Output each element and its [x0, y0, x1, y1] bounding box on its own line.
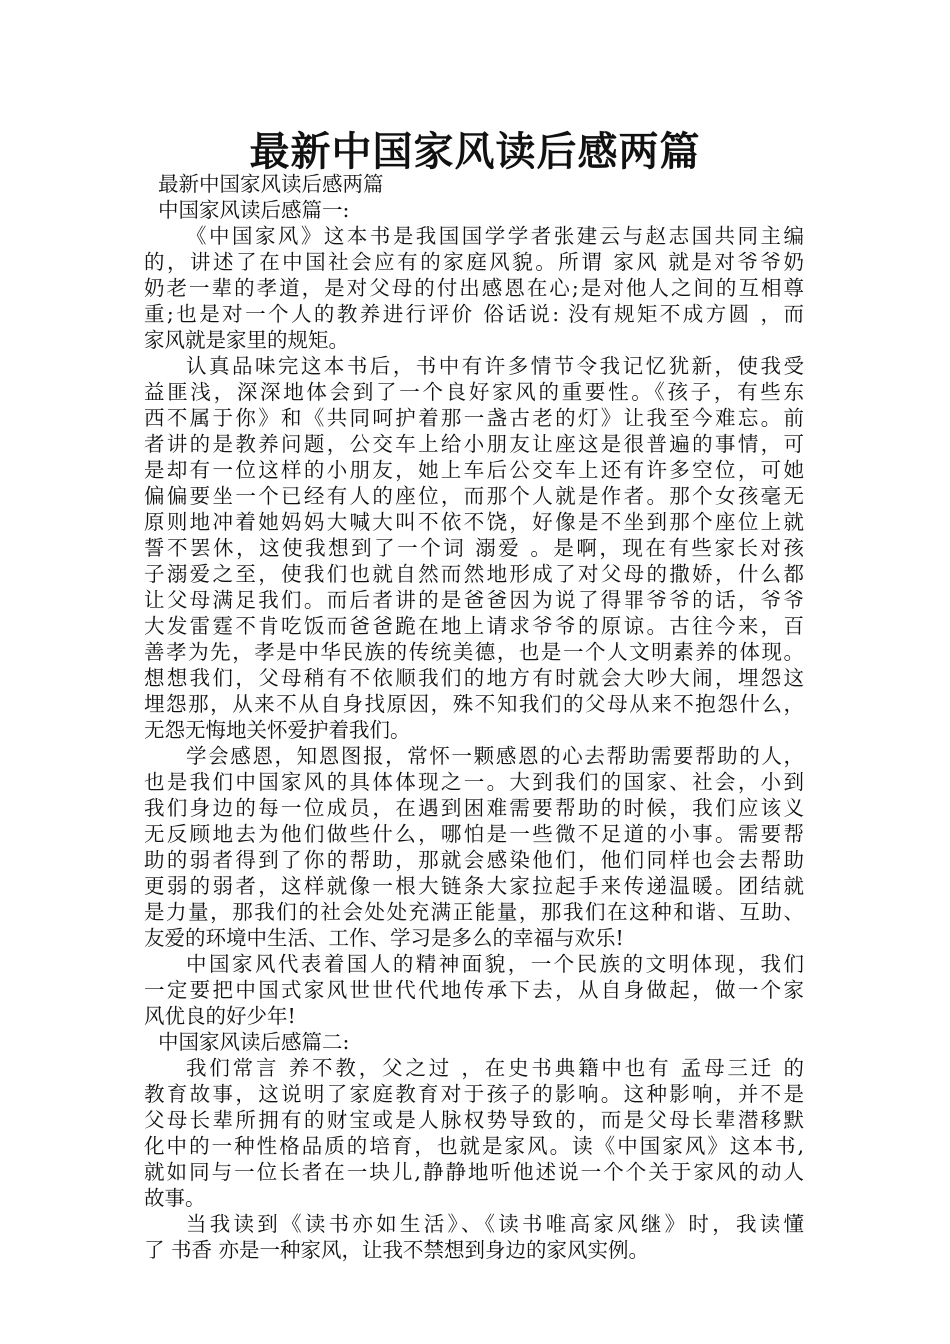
text-line: 了 书香 亦是一种家风，让我不禁想到身边的家风实例。 [144, 1238, 650, 1262]
text-line: 我们身边的每一位成员，在遇到困难需要帮助的时候，我们应该义 [144, 796, 804, 820]
text-line: 父母长辈所拥有的财宝或是人脉权势导致的，而是父母长辈潜移默 [144, 1108, 804, 1132]
document-title: 最新中国家风读后感两篇 [249, 129, 701, 175]
text-line: 中国家风代表着国人的精神面貌，一个民族的文明体现，我们 [186, 952, 804, 976]
text-line: 善孝为先，孝是中华民族的传统美德，也是一个人文明素养的体现。 [144, 640, 804, 664]
text-line: 誓不罢休，这使我想到了一个词 溺爱 。是啊，现在有些家长对孩 [144, 536, 804, 560]
text-line: 学会感恩，知恩图报，常怀一颗感恩的心去帮助需要帮助的人， [186, 744, 804, 768]
text-line: 是却有一位这样的小朋友，她上车后公交车上还有许多空位，可她 [144, 458, 804, 482]
text-line: 者讲的是教养问题，公交车上给小朋友让座这是很普遍的事情，可 [144, 432, 804, 456]
text-line: 家风就是家里的规矩。 [144, 328, 349, 352]
text-line: 认真品味完这本书后，书中有许多情节令我记忆犹新，使我受 [186, 354, 804, 378]
text-line: 一定要把中国式家风世世代代地传承下去，从自身做起，做一个家 [144, 978, 804, 1002]
text-line: 西不属于你》和《共同呵护着那一盏古老的灯》让我至今难忘。前 [144, 406, 804, 430]
text-line: 友爱的环境中生活、工作、学习是多么的幸福与欢乐! [144, 926, 624, 950]
text-line: 中国家风读后感篇一: [158, 198, 350, 222]
text-line: 助的弱者得到了你的帮助，那就会感染他们，他们同样也会去帮助 [144, 848, 804, 872]
text-line: 当我读到《读书亦如生活》、《读书唯高家风继》时，我读懂 [186, 1212, 804, 1236]
text-line: 中国家风读后感篇二: [158, 1030, 350, 1054]
text-line: 奶老一辈的孝道，是对父母的付出感恩在心;是对他人之间的互相尊 [144, 276, 804, 300]
document-body [144, 171, 804, 1263]
text-line: 重;也是对一个人的教养进行评价 俗话说: 没有规矩不成方圆 ，而 [144, 302, 804, 326]
text-line: 故事。 [144, 1186, 206, 1210]
text-line: 无怨无悔地关怀爱护着我们。 [144, 718, 411, 742]
text-line: 子溺爱之至，使我们也就自然而然地形成了对父母的撒娇，什么都 [144, 562, 804, 586]
text-line: 《中国家风》这本书是我国国学学者张建云与赵志国共同主编 [186, 224, 804, 248]
text-line: 教育故事，这说明了家庭教育对于孩子的影响。这种影响，并不是 [144, 1082, 804, 1106]
text-line: 最新中国家风读后感两篇 [158, 172, 384, 196]
text-line: 我们常言 养不教，父之过 ，在史书典籍中也有 孟母三迁 的 [186, 1056, 804, 1080]
text-line: 埋怨那，从来不从自身找原因，殊不知我们的父母从来不抱怨什么， [144, 692, 804, 716]
text-line: 原则地冲着她妈妈大喊大叫不依不饶，好像是不坐到那个座位上就 [144, 510, 804, 534]
text-line: 偏偏要坐一个已经有人的座位，而那个人就是作者。那个女孩毫无 [144, 484, 804, 508]
text-line: 的，讲述了在中国社会应有的家庭风貌。所谓 家风 就是对爷爷奶 [144, 250, 804, 274]
text-line: 风优良的好少年! [144, 1004, 296, 1028]
text-line: 就如同与一位长者在一块儿,静静地听他述说一个个关于家风的动人 [144, 1160, 804, 1184]
text-line: 益匪浅，深深地体会到了一个良好家风的重要性。《孩子，有些东 [144, 380, 804, 404]
text-line: 无反顾地去为他们做些什么，哪怕是一些微不足道的小事。需要帮 [144, 822, 804, 846]
text-line: 让父母满足我们。而后者讲的是爸爸因为说了得罪爷爷的话，爷爷 [144, 588, 804, 612]
text-line: 大发雷霆不肯吃饭而爸爸跪在地上请求爷爷的原谅。古往今来，百 [144, 614, 804, 638]
text-line: 想想我们，父母稍有不依顺我们的地方有时就会大吵大闹，埋怨这 [144, 666, 804, 690]
text-line: 是力量，那我们的社会处处充满正能量，那我们在这种和谐、互助、 [144, 900, 804, 924]
text-line: 也是我们中国家风的具体体现之一。大到我们的国家、社会，小到 [144, 770, 804, 794]
text-line: 更弱的弱者，这样就像一根大链条大家拉起手来传递温暖。团结就 [144, 874, 804, 898]
text-line: 化中的一种性格品质的培育，也就是家风。读《中国家风》这本书, [144, 1134, 804, 1158]
